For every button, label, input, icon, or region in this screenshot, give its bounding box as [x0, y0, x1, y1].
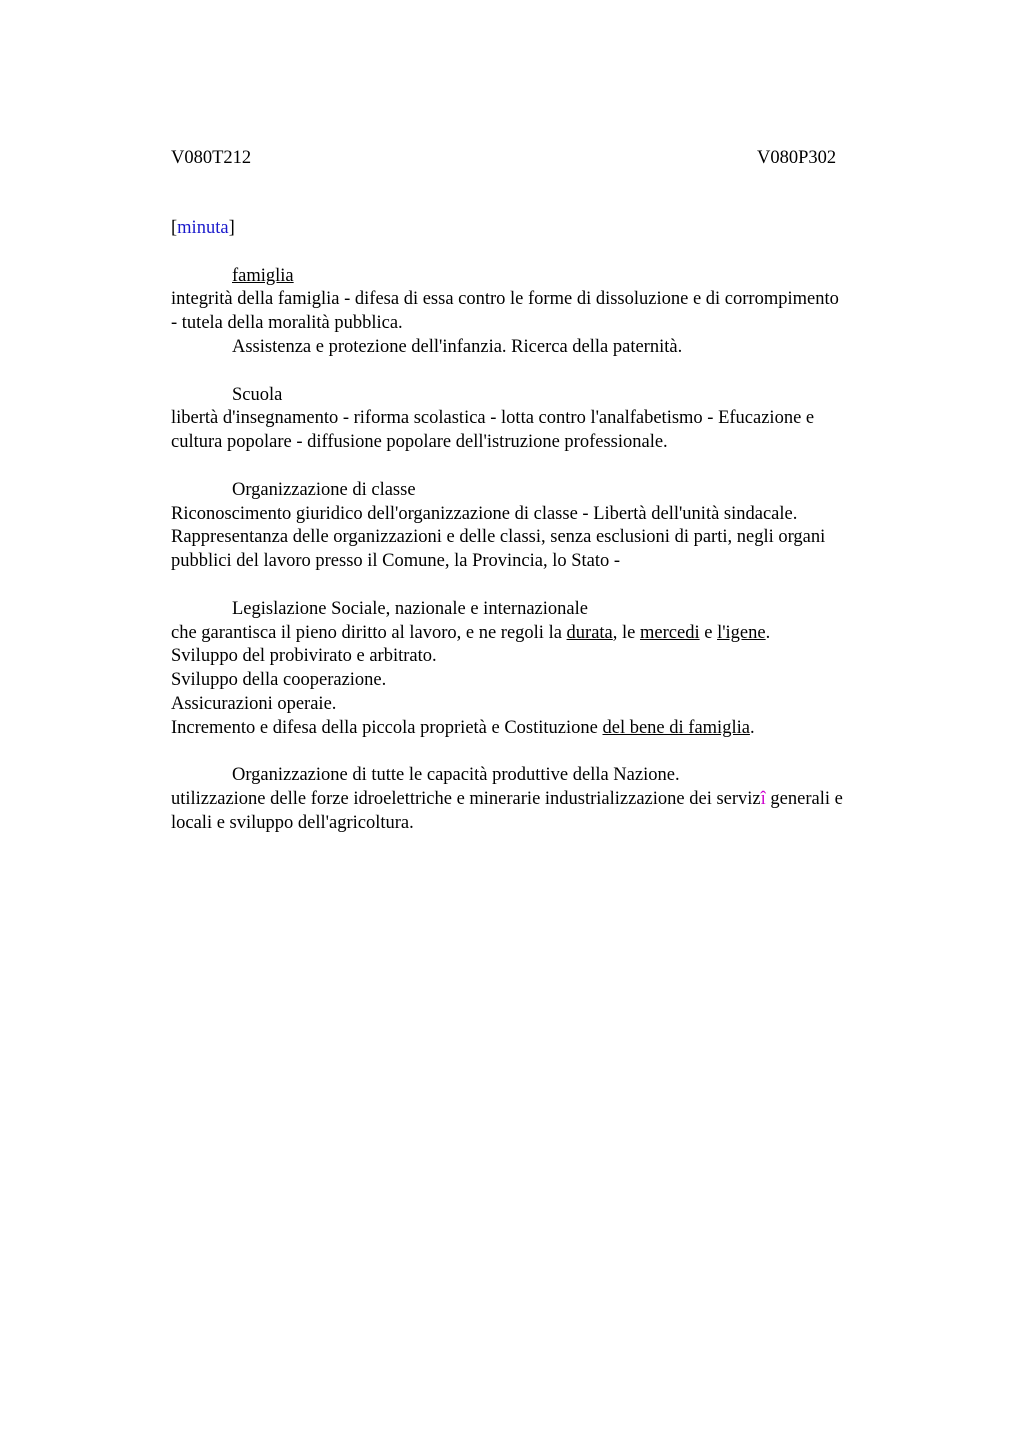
editorial-mark: î	[760, 789, 766, 810]
bracket-open: [	[171, 218, 178, 238]
organizzazione-line-2: Rappresentanza delle organizzazioni e delle classi, senza esclusioni di parti, negli organi	[171, 527, 826, 548]
document-code-right: V080P302	[757, 148, 837, 168]
section-heading-scuola: Scuola	[232, 384, 283, 405]
section-heading-legislazione: Legislazione Sociale, nazionale e internazionale	[232, 598, 588, 619]
legislazione-line-4: Assicurazioni operaie.	[171, 693, 337, 714]
legislazione-line-5	[171, 717, 931, 741]
famiglia-line-1: integrità della famiglia - difesa di essa contro le forme di dissoluzione e di corrompimento	[171, 289, 839, 310]
organizzazione-line-3: pubblici del lavoro presso il Comune, la Provincia, lo Stato -	[171, 551, 621, 572]
legislazione-line-3: Sviluppo della cooperazione.	[171, 670, 387, 691]
scuola-line-2: cultura popolare - diffusione popolare dell'istruzione professionale.	[171, 432, 668, 453]
capacita-line-1	[171, 788, 931, 812]
text-run: .	[765, 622, 771, 643]
underlined-mercedi: mercedi	[640, 622, 700, 643]
underlined-igene: l'igene	[717, 622, 766, 643]
section-heading-famiglia	[171, 265, 931, 289]
section-heading-organizzazione: Organizzazione di classe	[232, 479, 416, 500]
document-code-left: V080T212	[171, 148, 252, 168]
text-run: che garantisca il pieno diritto al lavoro, e ne regoli la	[171, 622, 567, 643]
scuola-line-1: libertà d'insegnamento - riforma scolastica - lotta contro l'analfabetismo - Efucazione e	[171, 408, 815, 429]
document-body	[171, 217, 931, 836]
legislazione-line-2: Sviluppo del probivirato e arbitrato.	[171, 646, 437, 667]
text-run: e	[699, 622, 718, 643]
text-run: , le	[612, 622, 641, 643]
text-run: .	[749, 717, 755, 738]
minuta-label: minuta	[177, 218, 229, 238]
text-run: generali e	[765, 789, 843, 810]
minuta-marker	[171, 217, 931, 241]
famiglia-line-3: Assistenza e protezione dell'infanzia. Ricerca della paternità.	[232, 336, 683, 357]
text-run: utilizzazione delle forze idroelettriche e minerarie industrializzazione dei serviz	[171, 789, 761, 810]
legislazione-line-1	[171, 622, 931, 646]
section-heading-capacita: Organizzazione di tutte le capacità produttive della Nazione.	[232, 765, 680, 786]
underlined-durata: durata	[566, 622, 613, 643]
heading-text: famiglia	[232, 265, 294, 286]
text-run: Incremento e difesa della piccola proprietà e Costituzione	[171, 717, 603, 738]
organizzazione-line-1: Riconoscimento giuridico dell'organizzazione di classe - Libertà dell'unità sindacale.	[171, 503, 798, 524]
famiglia-line-2: - tutela della moralità pubblica.	[171, 313, 403, 334]
bracket-close: ]	[228, 218, 235, 238]
capacita-line-2: locali e sviluppo dell'agricoltura.	[171, 812, 414, 833]
underlined-bene-di-famiglia: del bene di famiglia	[602, 717, 750, 738]
